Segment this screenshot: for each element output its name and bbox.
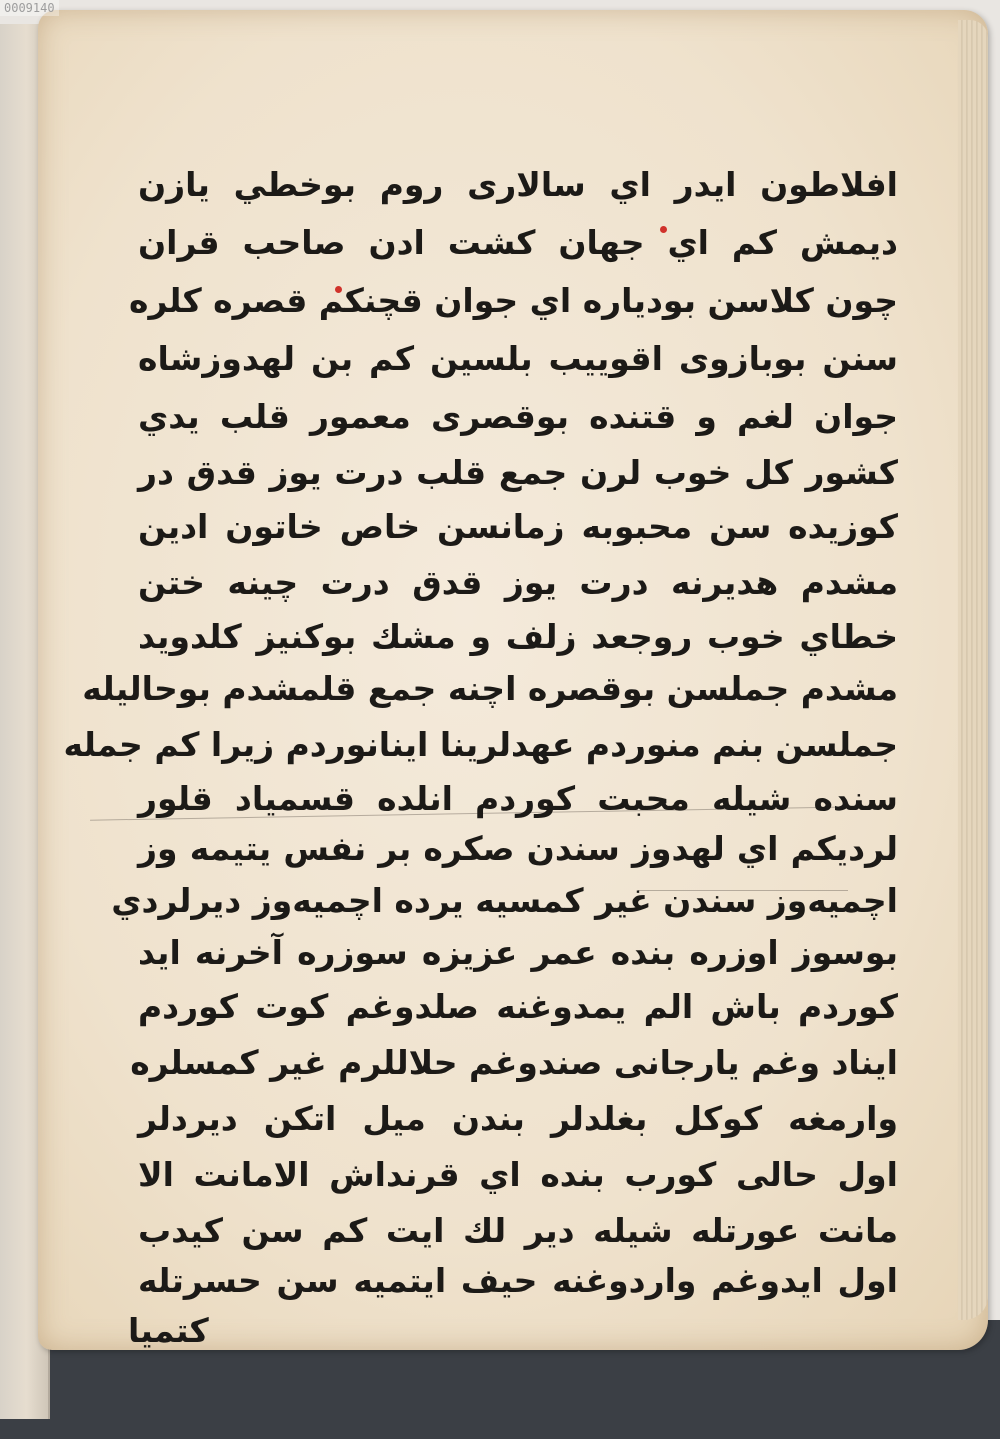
text-line: سنن بوبازوى اقوييب بلسين كم بن لهدوزشاه xyxy=(138,339,898,378)
text-line: ايناد وغم يارجانى صندوغم حلاللرم غير كمسلرە xyxy=(130,1043,898,1082)
text-line: اچميەوز سندن غير كمسيە يردە اچميەوز ديرلردي xyxy=(111,881,898,920)
text-line: چون كلاسن بوديارە اي جوان قچنكم قصرە كلرە xyxy=(129,281,898,320)
text-line: بوسوز اوزرە بندە عمر عزيزە سوزرە آخرنە ايد xyxy=(138,933,898,972)
text-line: افلاطون ايدر اي سالارى روم بوخطي يازن xyxy=(138,165,898,204)
text-line: وارمغە كوكل بغلدلر بندن ميل اتكن ديردلر xyxy=(138,1099,898,1138)
text-line: كوزيدە سن محبوبە زمانسن خاص خاتون ادين xyxy=(138,507,898,546)
text-line: اول ايدوغم واردوغنە حيف ايتميە سن حسرتلە xyxy=(138,1261,898,1300)
text-line: اول حالى كورب بندە اي قرنداش الامانت الا xyxy=(138,1155,898,1194)
text-line-catchword: كتميا xyxy=(128,1311,209,1350)
text-line: لرديكم اي لهدوز سندن صكرە بر نفس يتيمە وز xyxy=(138,829,898,868)
scan-id-label: 0009140 xyxy=(0,0,59,16)
text-line: جملسن بنم منوردم عهدلرينا اينانوردم زيرا كم جملە xyxy=(63,725,898,764)
text-line: كشور كل خوب لرن جمع قلب درت يوز قدق در xyxy=(138,453,898,492)
text-line: خطاي خوب روجعد زلف و مشك بوكنيز كلدويد xyxy=(138,617,898,656)
text-line: مشدم جملسن بوقصرە اچنە جمع قلمشدم بوحاليلە xyxy=(82,669,898,708)
text-line: سندە شيلە محبت كوردم انلدە قسمياد قلور xyxy=(138,779,898,818)
text-line: كوردم باش الم يمدوغنە صلدوغم كوت كوردم xyxy=(138,987,898,1026)
text-line: مانت عورتلە شيلە دير لك ايت كم سن كيدب xyxy=(138,1211,898,1250)
text-line: جوان لغم و قتندە بوقصرى معمور قلب يدي xyxy=(138,397,898,436)
manuscript-text xyxy=(63,160,898,1350)
text-line: ديمش كم اي جهان كشت ادن صاحب قران xyxy=(138,223,898,262)
text-line: مشدم هديرنە درت يوز قدق درت چينە ختن xyxy=(138,563,898,602)
page-stack-edges xyxy=(958,20,988,1320)
manuscript-page xyxy=(38,10,988,1350)
